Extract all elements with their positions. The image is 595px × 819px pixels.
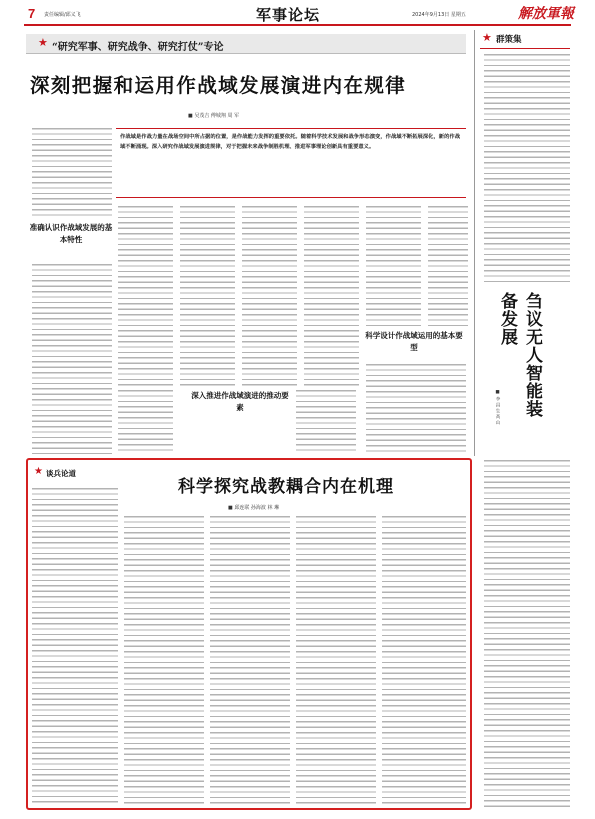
feature-body-col-3 — [210, 516, 290, 804]
feature-headline: 科学探究战教耦合内在机理 — [178, 477, 394, 497]
main-subhead-2: 深入推进作战域演进的推动要素 — [191, 391, 289, 412]
topic-banner — [26, 34, 466, 54]
newspaper-logo: 解放軍報 — [518, 6, 574, 22]
main-body-col-6a — [366, 206, 421, 326]
topic-banner-text: “研究军事、研究战争、研究打仗”专论 — [52, 42, 224, 53]
main-abstract: 作战域是作战力量在战场空间中所占据的位置，是作战能力发挥的重要依托。随着科学技术发展和战争形态演变，作战域不断拓展深化，新的作战域不断涌现。深入研究作战域发展演进规律，对于把握未来战争制胜机理、推进军事理论创新具有重要意义。 — [120, 134, 460, 150]
feature-column-label — [34, 466, 104, 482]
sidebar-body-top — [484, 54, 570, 284]
editor-credit: 责任编辑/邱义飞 — [44, 12, 81, 18]
star-icon: ★ — [34, 466, 43, 477]
column-divider — [474, 30, 475, 456]
sidebar-body-bottom — [484, 460, 570, 810]
feature-body-col-2 — [124, 516, 204, 804]
main-body-col-1-bottom — [32, 264, 112, 454]
feature-body-col-1 — [32, 488, 118, 804]
page-number: 7 — [28, 6, 36, 21]
main-byline: ■ 吴茂吉 傅城翔 周 军 — [188, 113, 240, 119]
main-body-col-2b — [118, 390, 173, 454]
sidebar-column-label — [480, 30, 570, 48]
main-body-col-1-top — [32, 128, 112, 220]
sidebar-label-rule — [480, 48, 570, 49]
section-title: 军事论坛 — [256, 6, 321, 24]
main-body-col-4b — [296, 390, 356, 454]
main-headline: 深刻把握和运用作战域发展演进内在规律 — [30, 74, 407, 97]
sidebar-headline: 刍议无人智能装备发展 — [497, 292, 542, 418]
feature-byline: ■ 邱连联 孙海波 林 琳 — [228, 505, 280, 511]
main-body-col-7a — [428, 206, 468, 326]
main-subhead-2-box — [190, 390, 290, 420]
star-icon: ★ — [38, 36, 48, 49]
main-subhead-1-box — [28, 222, 114, 262]
main-body-col-6b — [366, 364, 466, 454]
sidebar-byline: ■ 李 昌 生 高 山 — [495, 390, 500, 425]
main-subhead-3-box — [362, 330, 466, 360]
main-subhead-3: 科学设计作战域运用的基本要型 — [365, 331, 463, 352]
main-subhead-1: 准确认识作战域发展的基本特性 — [29, 223, 113, 244]
main-body-col-3a — [180, 206, 235, 386]
feature-highlight-box — [26, 458, 472, 810]
main-body-col-2a — [118, 206, 173, 386]
main-body-col-5a — [304, 206, 359, 386]
masthead — [0, 0, 595, 24]
issue-date: 2024年9月13日 星期五 — [412, 12, 466, 18]
sidebar-label-text: 群策集 — [496, 35, 522, 45]
feature-body-col-5 — [382, 516, 466, 804]
masthead-rule — [24, 24, 571, 26]
main-body-col-4a — [242, 206, 297, 386]
star-icon: ★ — [482, 31, 492, 44]
main-abstract-box — [116, 128, 466, 198]
feature-label-text: 谈兵论道 — [46, 469, 76, 478]
feature-body-col-4 — [296, 516, 376, 804]
